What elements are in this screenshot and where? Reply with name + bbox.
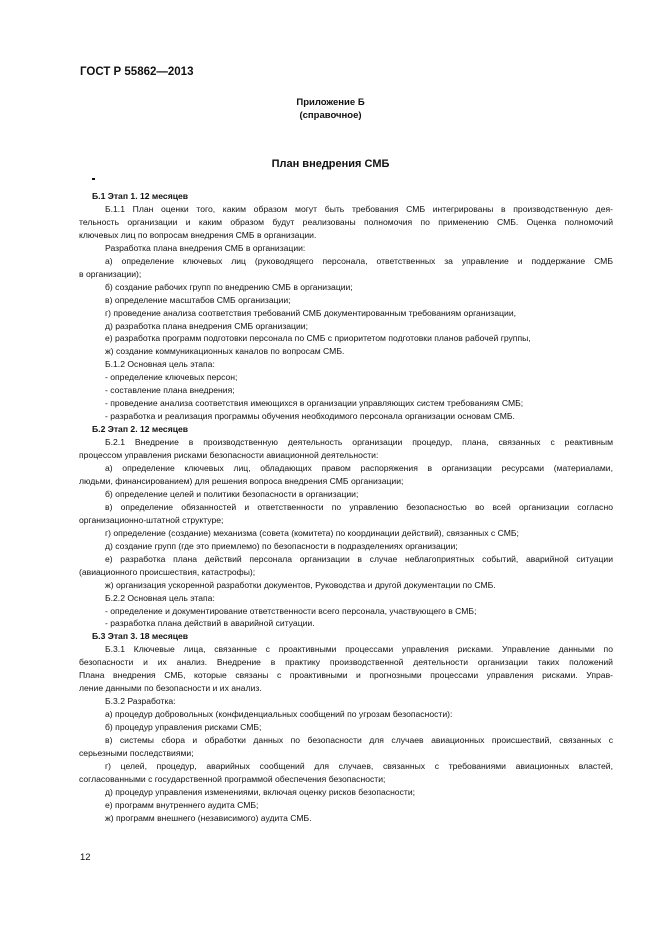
text-line: - составление плана внедрения; <box>105 385 235 396</box>
text-line: - определение ключевых персон; <box>105 372 238 383</box>
text-line: ж) создание коммуникационных каналов по вопросам СМБ. <box>105 346 345 357</box>
text-line: б) создание рабочих групп по внедрению СМБ в организации; <box>105 281 353 292</box>
text-line: согласованными с государственной программой обеспечения безопасности; <box>79 773 386 784</box>
text-line: процессом управления рисками безопасности авиационной деятельности: <box>79 450 379 461</box>
text-line: д) процедур управления изменениями, включая оценку рисков безопасности; <box>105 786 416 797</box>
text-line: - разработка плана действий в аварийной ситуации. <box>105 618 315 629</box>
section-title: План внедрения СМБ <box>271 158 390 170</box>
text-line: безопасности и их анализ. Внедрение в практику производственной деятельности организации таких положений <box>79 657 613 668</box>
text-line: Б.1.1 План оценки того, каким образом могут быть требования СМБ интегрированы в производственную дея- <box>105 203 613 214</box>
text-line: Б.3.1 Ключевые лица, связанные с проактивными процессами управления рисками. Управление данными по <box>105 644 613 655</box>
text-line: ж) организация ускоренной разработки документов, Руководства и другой документации по СМБ. <box>105 579 496 590</box>
text-line: в организации); <box>79 268 142 279</box>
text-line: е) разработка программ подготовки персонала по СМБ с приоритетом подготовки планов рабочей группы, <box>105 333 531 344</box>
text-line: (авиационного происшествия, катастрофы); <box>79 566 256 577</box>
text-line: Б.2.2 Основная цель этапа: <box>105 592 215 603</box>
text-line: ключевых лиц по вопросам внедрения СМБ в организации. <box>79 229 317 240</box>
document-body <box>79 190 613 825</box>
text-line: а) определение ключевых лиц, обладающих правом распоряжения в организации ресурсами (материалами, <box>105 463 613 474</box>
standard-header: ГОСТ Р 55862—2013 <box>80 66 194 78</box>
text-line: - определение и документирование ответственности всего персонала, участвующего в СМБ; <box>105 605 477 616</box>
text-line: е) программ внутреннего аудита СМБ; <box>105 799 259 810</box>
subsection-heading: Б.3 Этап 3. 18 месяцев <box>92 631 189 642</box>
text-line: г) проведение анализа соответствия требований СМБ документированным требованиям организации, <box>105 307 517 318</box>
text-line: Б.2.1 Внедрение в производственную деятельность организации процедур, плана, связанных с реактивным <box>105 437 613 448</box>
text-line: людьми, финансированием) для решения вопроса внедрения СМБ организации; <box>79 475 404 486</box>
text-line: б) процедур управления рисками СМБ; <box>105 722 262 733</box>
text-line: е) разработка плана действий персонала организации в случае неблагоприятных событий, аварийной ситуации <box>105 553 613 564</box>
text-line: Плана внедрения СМБ, которые связаны с проактивными и прогнозными процессами управления рисками. Управ- <box>79 670 613 681</box>
text-line: Б.3.2 Разработка: <box>105 696 176 707</box>
text-line: ж) программ внешнего (независимого) аудита СМБ. <box>105 812 312 823</box>
text-line: организационно-штатной структуре; <box>79 514 224 525</box>
page-number: 12 <box>80 852 91 863</box>
text-line: в) определение масштабов СМБ организации; <box>105 294 291 305</box>
text-line: в) системы сбора и обработки данных по безопасности для случаев авиационных происшествий, связанных с <box>105 735 613 746</box>
text-line: тельность организации и каким образом будут реализованы полномочия по применению СМБ. Оценка полномочий <box>79 216 613 227</box>
text-line: Разработка плана внедрения СМБ в организации: <box>105 242 306 253</box>
text-line: - проведение анализа соответствия имеющихся в организации управляющих систем требованиям СМБ; <box>105 398 524 409</box>
text-line: - разработка и реализация программы обучения необходимого персонала организации основам СМБ. <box>105 411 515 422</box>
text-line: а) процедур добровольных (конфиденциальных сообщений по угрозам безопасности): <box>105 709 453 720</box>
text-line: г) целей, процедур, аварийных сообщений для случаев, связанных с требованиями авиационных властей, <box>105 760 613 771</box>
text-line: ление данными по безопасности и их анализ. <box>79 683 262 694</box>
subsection-heading: Б.2 Этап 2. 12 месяцев <box>92 424 189 435</box>
text-line: б) определение целей и политики безопасности в организации; <box>105 488 359 499</box>
text-line: серьезными последствиями; <box>79 747 194 758</box>
stray-mark <box>92 178 95 180</box>
text-line: Б.1.2 Основная цель этапа: <box>105 359 215 370</box>
appendix-kind: (справочное) <box>299 110 362 121</box>
text-line: г) определение (создание) механизма (совета (комитета) по координации действий), связанных с СМБ; <box>105 527 519 538</box>
text-line: а) определение ключевых лиц (руководящего персонала, ответственных за управление и поддержание СМБ <box>105 255 613 266</box>
text-line: в) определение обязанностей и ответственности по управлению безопасностью во всей организации согласно <box>105 501 613 512</box>
subsection-heading: Б.1 Этап 1. 12 месяцев <box>92 191 189 201</box>
text-line: д) разработка плана внедрения СМБ организации; <box>105 320 308 331</box>
appendix-title: Приложение Б <box>296 97 365 108</box>
text-line: д) создание групп (где это приемлемо) по безопасности в подразделениях организации; <box>105 540 458 551</box>
